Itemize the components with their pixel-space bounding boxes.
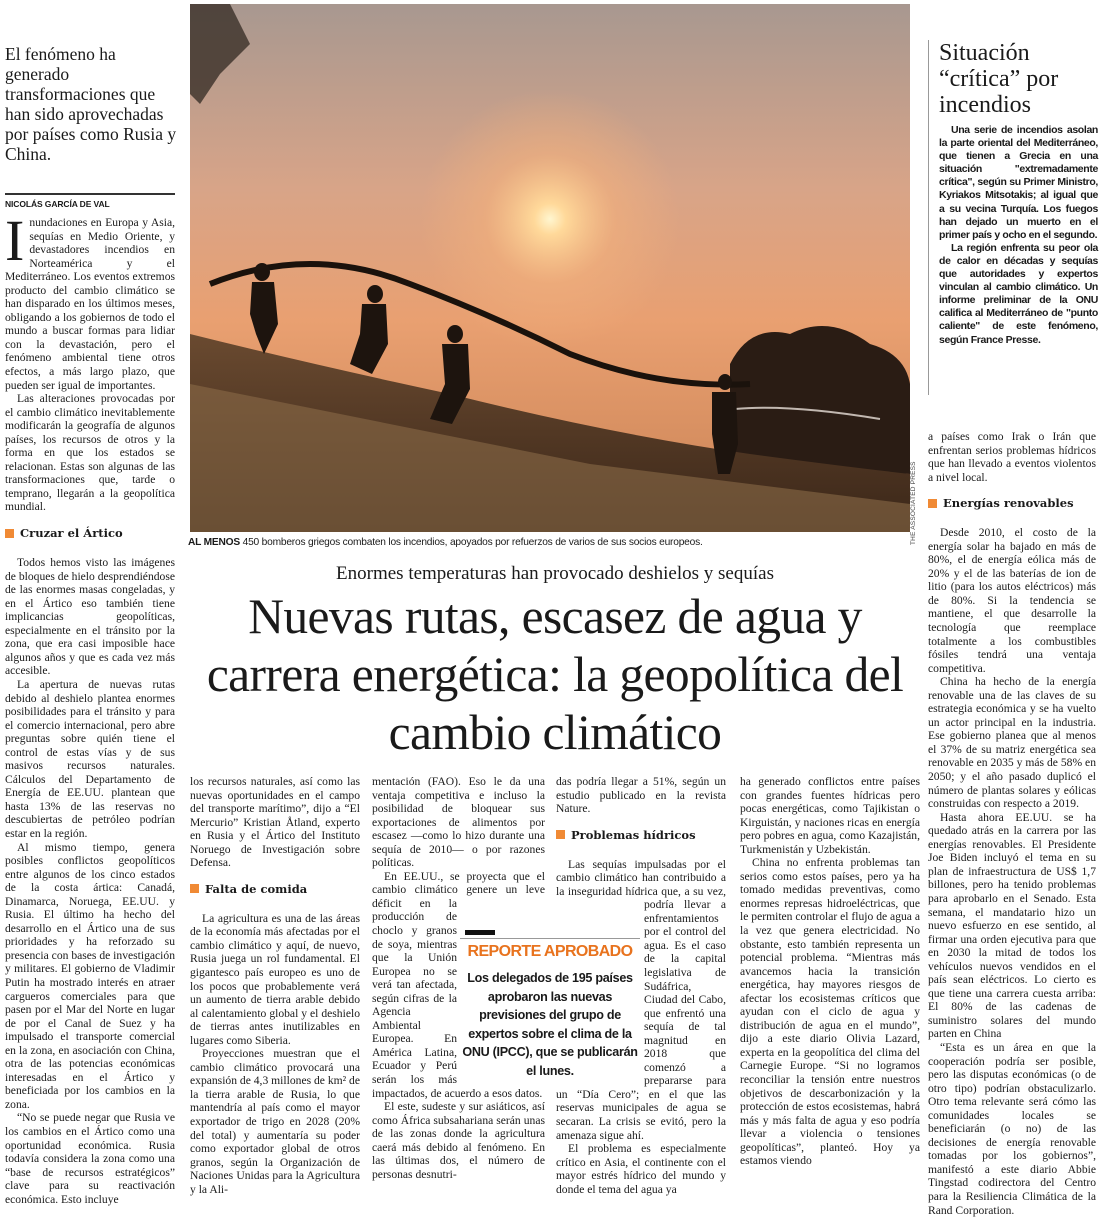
- paragraph: das podría llegar a 51%, según un estudio publicado en la revista Nature.: [556, 775, 726, 816]
- byline: NICOLÁS GARCÍA DE VAL: [5, 193, 175, 209]
- paragraph: China no enfrenta problemas tan serios como estos países, pero ya ha tomado medidas preventivas, como enormes represas hidroeléctricas, que le permiten controlar el flujo de agua a la vez que genera electricidad. No obstante, esto también representa un potencial problema. “Mientras más avancemos hacia la transición energética, hay mayores riesgos de afectar los ecosistemas críticos que ayudan con el ciclo de agua y distribución de agua en el mundo”, dijo a este diario Olivia Lazard, experta en la geopolítica del clima del Carnegie Europe. “Si no logramos reconciliar la tensión entre nuestros objetivos de descarbonización y la protección de estos ecosistemas, habrá más y más falta de agua y eso podría llevar a violencia o tensiones geopolíticas”, planteó. Hoy ya estamos viendo: [740, 856, 920, 1168]
- photo-caption: AL MENOS 450 bomberos griegos combaten los incendios, apoyados por refuerzos de varios de sus socios europeos.: [188, 537, 703, 548]
- paragraph: Proyecciones muestran que el cambio climático provocará una expansión de 4,3 millones de km² de la tierra arable de Rusia, lo que mantendría al país como el mayor exportador de trigo en 2028 (20% del total) y aumentaría su poder como exportador global de otros granos, según la Organización de Naciones Unidas para la Agricultura y la Ali-: [190, 1047, 360, 1196]
- sidebar-title: Situación “crítica” por incendios: [939, 40, 1059, 118]
- paragraph: La agricultura es una de las áreas de la economía más afectadas por el cambio climático y aquí, de nuevo, Rusia juega un rol fundamental. El gigantesco país europeo es uno de los pocos que probablemente verá un aumento de tierra arable debido al calentamiento global y el deshielo de tierras antes inutilizables en lugares como Siberia.: [190, 911, 360, 1047]
- section-heading: Cruzar el Ártico: [5, 526, 175, 540]
- section-heading: Problemas hídricos: [556, 828, 726, 842]
- sidebar-paragraph: Una serie de incendios asolan la parte oriental del Mediterráneo, que tienen a Grecia en una situación "extremadamente crítica", según su Primer Ministro, Kyriakos Mitsotakis; al igual que a su vecina Turquía. Los fuegos han dejado un muerto en el primer país y ocho en el segundo.: [939, 124, 1098, 241]
- paragraph: El este, sudeste y sur asiáticos, así como África subsahariana serán unas de las zonas donde la agricultura caerá más debido al fenómeno. En las últimas dos, el número de personas desnutri-: [372, 1100, 545, 1181]
- paragraph: La apertura de nuevas rutas debido al deshielo plantea enormes posibilidades para el tránsito y para el comercio internacional, pero abre preguntas sobre quién tiene el control de estas vías y de sus masivos recursos naturales. Cálculos del Departamento de Energía de EE.UU. plantean que hasta 13% de las reservas no descubiertas de petróleo podrían estar en la región.: [5, 677, 175, 840]
- lead-deck: El fenómeno ha generado transformaciones que han sido aprovechadas por países como Rusia y China.: [5, 44, 177, 164]
- wildfire-photo: [190, 4, 910, 532]
- column-1: [190, 775, 360, 1207]
- section-heading: Energías renovables: [928, 496, 1096, 510]
- paragraph: China ha hecho de la energía renovable una de las claves de su estrategia económica y se ha vuelto un actor principal en la industria. Ese gobierno planea que al menos el 37% de su matriz energética sea renovable en 2035 y más de 58% en 2050; y el año pasado duplicó el número de plantas solares y eólicas construidas con respecto a 2019.: [928, 675, 1096, 811]
- paragraph: Las sequías impulsadas por el cambio climático han contribuido a la inseguridad hídrica que, a su vez, podría llevar a enfrentamientos por el control del agua. Es el caso de la capital legislativa de Sudáfrica, Ciudad del Cabo, que enfrentó una sequía de tal magnitud en 2018 que comenzó a prepararse para un “Día Cero”; en el que las reservas municipales de agua se secaran. La crisis se evitó, pero la amenaza sigue ahí.: [556, 857, 726, 1142]
- paragraph: El problema es especialmente crítico en Asia, el continente con el mayor estrés hídrico del mundo y donde el tema del agua ya: [556, 1142, 726, 1196]
- drop-cap: I: [5, 208, 25, 273]
- sidebar-box: [928, 40, 1098, 395]
- paragraph: “No se puede negar que Rusia ve los cambios en el Ártico como una oportunidad económica. Rusia todavía considera la zona como una “base de recursos estratégicos” clave para su reactivación económica. Esto incluye: [5, 1111, 175, 1206]
- column-5: [928, 430, 1096, 1217]
- square-bullet-icon: [5, 529, 14, 538]
- sidebar-paragraph: La región enfrenta su peor ola de calor en décadas y sequías que autoridades y expertos vinculan al cambio climático. Un informe preliminar de la ONU califica al Mediterráneo de "punto caliente" de este fenómeno, según France Presse.: [939, 241, 1098, 346]
- callout-text: Los delegados de 195 países aprobaron las nuevas previsiones del grupo de expertos sobre el clima de la ONU (IPCC), que se publicarán el lunes.: [462, 971, 638, 1078]
- square-bullet-icon: [190, 884, 199, 893]
- callout-bar: [465, 930, 495, 935]
- paragraph: Desde 2010, el costo de la energía solar ha bajado en más de 80%, el de energía eólica más de 20% y el de las baterías de ion de litio (para los autos eléctricos) más de 80%. Si la tendencia se mantiene, el que desarrolle la tecnología que reemplace totalmente a los combustibles fósiles tendrá una ventaja competitiva.: [928, 526, 1096, 675]
- report-callout-box: [460, 930, 640, 1095]
- paragraph: “Esta es un área en que la cooperación podría ser posible, pero las disputas económicas (o de otro tipo) podrían obstaculizarlo. Otro tema relevante será cómo las comunidades locales se beneficiarán (o no) de las decisiones de energía renovable tomadas por los gobiernos”, manifestó a este diario Abbie Tingstad codirectora del Centro para la Resiliencia Climática de la Rand Corporation.: [928, 1040, 1096, 1217]
- paragraph: En EE.UU., se proyecta que el cambio climático genere un leve déficit en la producción de choclo y granos de soya, mientras que la Unión Europea no se verá tan afectada, según cifras de la Agencia Ambiental Europea. En América Latina, Ecuador y Perú serán los más impactados, de acuerdo a esos datos.: [372, 869, 545, 1100]
- paragraph: Inundaciones en Europa y Asia, sequías en Medio Oriente, y devastadores incendios en Norteamérica y el Mediterráneo. Los eventos extremos producto del cambio climático se han disparado en los últimos meses, obligando a los gobiernos de todo el mundo a buscar formas para lidiar con la devastación, pero el fenómeno ambiental tiene otros efectos, a más largo plazo, que pueden ser igual de importantes.: [5, 208, 175, 392]
- paragraph: Todos hemos visto las imágenes de bloques de hielo desprendiéndose de las enormes masas congeladas, y en el Ártico eso también tiene implicancias geopolíticas, especialmente en el tránsito por la zona, que era casi imposible hace algunos años y que es cada vez más accesible.: [5, 556, 175, 678]
- section-heading: Falta de comida: [190, 882, 360, 896]
- paragraph: Las alteraciones provocadas por el cambio climático inevitablemente modificarán la geografía de algunos países, los recursos de otros y la forma en que los estados se relacionan. Estas son algunas de las transformaciones que, tarde o temprano, llegarán a la geopolítica mundial.: [5, 392, 175, 514]
- paragraph: ha generado conflictos entre países con grandes fuentes hídricas pero pocas energéticas, como Tajikistan o Kirguistán, y naciones ricas en energía pero pobres en agua, como Kazajistán, Turkmenistán y Uzbekistán.: [740, 775, 920, 856]
- square-bullet-icon: [928, 499, 937, 508]
- callout-label: REPORTE APROBADO: [460, 938, 640, 961]
- column-lead: [5, 208, 175, 1208]
- article-kicker: Enormes temperaturas han provocado deshielos y sequías: [336, 563, 774, 584]
- article-headline: Nuevas rutas, escasez de agua y carrera energética: la geopolítica del cambio climático: [206, 589, 904, 760]
- paragraph: Al mismo tiempo, genera posibles conflictos geopolíticos entre algunos de los cinco estados de la costa ártica: Canadá, Dinamarca, Noruega, EE.UU. y Rusia. El último ha hecho del desarrollo en el Ártico una de sus prioridades y ha reforzado su presencia con bases de investigación y militares. El gobierno de Vladimir Putin ha mostrado interés en atraer cargueros comerciales para que pasen por el Mar del Norte en lugar de por el Canal de Suez y ha impulsado el transporte comercial en la zona, en asociación con China, otra de las potencias económicas interesadas en el Ártico y beneficiada por los cambios en la zona.: [5, 840, 175, 1111]
- paragraph: mentación (FAO). Eso le da una ventaja competitiva e incluso la posibilidad de bloquear sus exportaciones de alimentos por escasez —como lo hizo durante una sequía de 2010— o por razones políticas.: [372, 775, 545, 870]
- paragraph: a países como Irak o Irán que enfrentan serios problemas hídricos que han llevado a eventos violentos a nivel local.: [928, 430, 1096, 484]
- column-4: [740, 775, 920, 1207]
- paragraph: los recursos naturales, así como las nuevas oportunidades en el campo del transporte marítimo”, dijo a “El Mercurio” Kristian Åtland, experto en Rusia y el Ártico del Instituto Noruego de Investigación sobre Defensa.: [190, 775, 360, 870]
- photo-credit: THE ASSOCIATED PRESS: [910, 461, 917, 545]
- square-bullet-icon: [556, 830, 565, 839]
- paragraph: Hasta ahora EE.UU. se ha quedado atrás en la carrera por las energías renovables. El Presidente Joe Biden incluyó el tema en su plan de infraestructura de US$ 1,7 billones, pero ha tenido problemas para aprobarlo en el Senado. Esta semana, el mandatario hizo un nuevo esfuerzo en ese sentido, al firmar una orden ejecutiva para que en 2030 la mitad de todos los vehículos nuevos vendidos en el país sean eléctricos. Lo cierto es que tiene una carrera cuesta arriba: El 80% de las cadenas de suministro solares del mundo parten en China: [928, 810, 1096, 1041]
